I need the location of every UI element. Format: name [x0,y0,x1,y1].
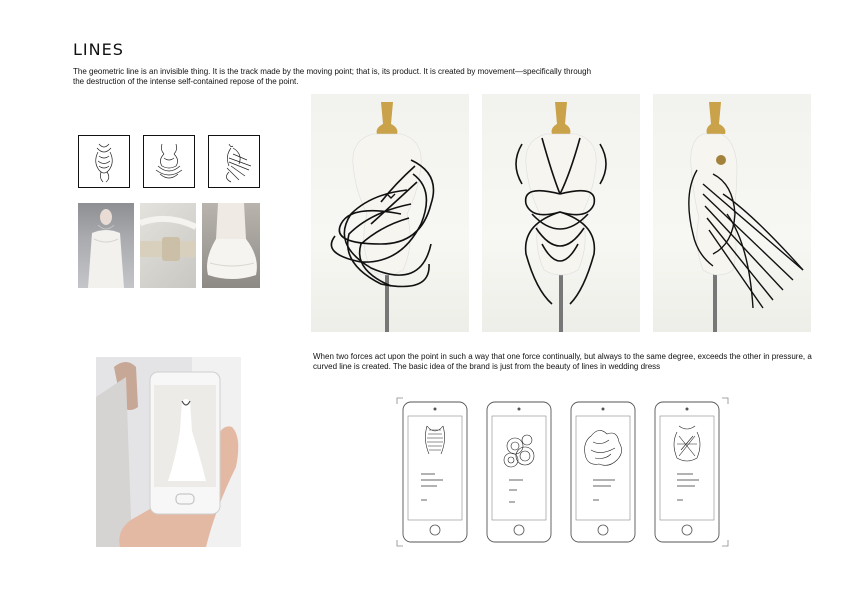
sketch-thumbnail-1 [78,135,130,188]
mannequin-photo-front-left [311,94,469,332]
curved-line-caption: When two forces act upon the point in such a way that one force continually, but always to the same degree, exceeds the other in pressure, a curved line is created. The basic idea of the brand is just from the beauty of lines in wedding dress [313,352,812,371]
dress-photo-sash [140,203,196,288]
dress-sketch-icon [209,136,259,187]
sketch-thumbnail-2 [143,135,195,188]
mannequin-icon [482,94,640,332]
phone-mockup-2 [487,402,551,542]
phone-mockup-3 [571,402,635,542]
phone-icon [96,357,241,547]
mannequin-photo-side [653,94,811,332]
phone-mockup-4 [655,402,719,542]
dress-sketch-icon [79,136,129,187]
page-title: LINES [73,40,124,59]
mannequin-icon [653,94,811,332]
mannequin-icon [311,94,469,332]
phone-mockup-1 [403,402,467,542]
dress-photo-bodice [78,203,134,288]
phone-in-hand-photo [96,357,241,547]
intro-paragraph: The geometric line is an invisible thing. It is the track made by the moving point; that is, its product. It is created by movement—specifically through the destruction of the intense self-contained repose of the point. [73,67,592,86]
phone-mockups-panel [395,396,730,548]
dress-sketch-icon [144,136,194,187]
dress-photo-skirt [202,203,260,288]
sketch-thumbnail-3 [208,135,260,188]
mannequin-photo-front [482,94,640,332]
